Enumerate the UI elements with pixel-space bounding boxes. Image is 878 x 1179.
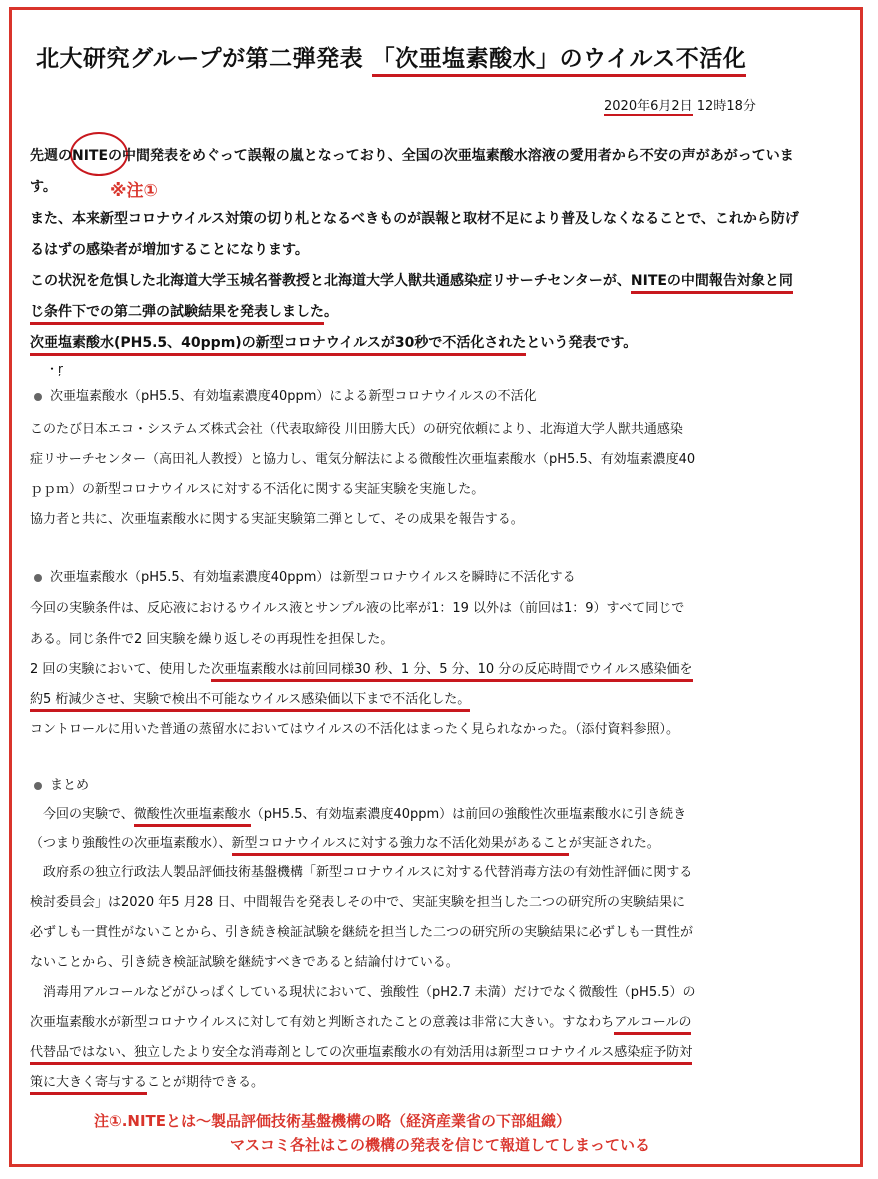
section3-line-2-b: が実証された。 xyxy=(568,836,660,851)
section3-line-1 xyxy=(30,803,686,822)
intro-line-3b-underlined: じ条件下での第二弾の試験結果を発表しました xyxy=(30,304,324,325)
section2-heading-text: 次亜塩素酸水（pH5.5、有効塩素濃度40ppm）は新型コロナウイルスを瞬時に不活化する xyxy=(50,570,576,585)
date-time: 12時18分 xyxy=(696,99,756,114)
section3-heading-text: まとめ xyxy=(50,778,90,793)
section3-line-9-underlined: 代替品ではない、独立したより安全な消毒剤としての次亜塩素酸水の有効活用は新型コロナウイルス感染症予防対 xyxy=(30,1045,692,1065)
section3-line-8-underlined: アルコールの xyxy=(614,1015,691,1035)
section3-line-6: ないことから、引き続き検証試験を継続すべきであると結論付けている。 xyxy=(30,955,459,970)
page-title xyxy=(36,40,746,73)
section3-line-1-b: （pH5.5、有効塩素濃度40ppm）は前回の強酸性次亜塩素酸水に引き続き xyxy=(250,807,687,822)
title-main: 北大研究グループが第二弾発表 xyxy=(36,46,372,72)
title-highlight: 「次亜塩素酸水」のウイルス不活化 xyxy=(372,46,747,77)
section1-line-3: ｐｐｍ）の新型コロナウイルスに対する不活化に関する実証実験を実施した。 xyxy=(30,482,485,497)
publish-date xyxy=(604,95,756,114)
section2-heading xyxy=(34,566,576,585)
section2-line-3 xyxy=(30,658,693,677)
bullet-icon xyxy=(34,393,42,401)
section2-line-3-underlined: 次亜塩素酸水は前回同様30 秒、1 分、5 分、10 分の反応時間でウイルス感染価を xyxy=(211,662,692,682)
section3-line-10-underlined: 策に大きく寄与する xyxy=(30,1075,147,1095)
section3-line-2-underlined: 新型コロナウイルスに対する強力な不活化効果があること xyxy=(232,836,569,856)
section2-line-2: ある。同じ条件で2 回実験を繰り返しその再現性を担保した。 xyxy=(30,632,394,647)
intro-line-3b-plain: 。 xyxy=(324,304,338,320)
section3-line-2 xyxy=(30,832,660,851)
intro-line-4 xyxy=(30,332,637,352)
bullet-icon xyxy=(34,782,42,790)
intro-line-3-plain: この状況を危惧した北海道大学玉城名誉教授と北海道大学人獣共通感染症リサーチセンターが、 xyxy=(30,273,631,289)
intro-line-4-plain: という発表です。 xyxy=(526,335,638,351)
section3-line-10-plain: ことが期待できる。 xyxy=(147,1075,265,1090)
intro-line-3-underlined: NITEの中間報告対象と同 xyxy=(631,273,793,294)
intro-line-3b xyxy=(30,301,338,321)
section2-line-4 xyxy=(30,688,470,707)
stray-mark: ・ŗ xyxy=(46,362,63,376)
section1-line-2: 症リサーチセンター（高田礼人教授）と協力し、電気分解法による微酸性次亜塩素酸水（pH5.5、有効塩素濃度40 xyxy=(30,452,696,467)
section1-line-1: このたび日本エコ・システムズ株式会社（代表取締役 川田勝大氏）の研究依頼により、北海道大学人獣共通感染 xyxy=(30,422,683,437)
section1-heading-text: 次亜塩素酸水（pH5.5、有効塩素濃度40ppm）による新型コロナウイルスの不活化 xyxy=(50,389,537,404)
section3-line-4: 検討委員会」は2020 年5 月28 日、中間報告を発表しその中で、実証実験を担当した二つの研究所の実験結果に xyxy=(30,895,686,910)
section3-line-8 xyxy=(30,1011,691,1030)
intro-line-2: また、本来新型コロナウイルス対策の切り札となるべきものが誤報と取材不足により普及しなくなることで、これから防げ xyxy=(30,211,799,227)
intro-line-1b: す。 xyxy=(30,179,57,195)
section3-line-2-a: （つまり強酸性の次亜塩素酸水）、 xyxy=(30,836,232,851)
section2-line-4-underlined: 約5 桁減少させ、実験で検出不可能なウイルス感染価以下まで不活化した。 xyxy=(30,692,470,712)
intro-line-3 xyxy=(30,270,793,290)
date-day: 2020年6月2日 xyxy=(604,99,693,114)
section2-line-3-plain: 2 回の実験において、使用した xyxy=(30,662,212,677)
section3-line-5: 必ずしも一貫性がないことから、引き続き検証試験を継続を担当した二つの研究所の実験結果に必ずしも一貫性が xyxy=(30,925,694,940)
section3-line-10 xyxy=(30,1071,264,1090)
section3-heading xyxy=(34,774,89,793)
note-marker: ※注① xyxy=(110,181,158,201)
footer-note-2: マスコミ各社はこの機構の発表を信じて報道してしまっている xyxy=(230,1136,651,1154)
section1-heading xyxy=(34,385,537,404)
section2-line-5: コントロールに用いた普通の蒸留水においてはウイルスの不活化はまったく見られなかった。（添付資料参照）。 xyxy=(30,722,679,737)
section3-line-1-a: 今回の実験で、 xyxy=(30,807,134,822)
section3-line-9 xyxy=(30,1041,692,1060)
section3-line-8-plain: 次亜塩素酸水が新型コロナウイルスに対して有効と判断されたことの意義は非常に大きい。すなわち xyxy=(30,1015,615,1030)
footer-note-1: 注①.NITEとは～製品評価技術基盤機構の略（経済産業省の下部組織） xyxy=(94,1112,572,1130)
section3-line-3: 政府系の独立行政法人製品評価技術基盤機構「新型コロナウイルスに対する代替消毒方法の有効性評価に関する xyxy=(30,865,693,880)
intro-line-4-underlined: 次亜塩素酸水(PH5.5、40ppm)の新型コロナウイルスが30秒で不活化された xyxy=(30,335,526,356)
intro-line-2b: るはずの感染者が増加することになります。 xyxy=(30,242,309,258)
bullet-icon xyxy=(34,574,42,582)
section3-line-1-underlined: 微酸性次亜塩素酸水 xyxy=(134,807,251,827)
section1-line-4: 協力者と共に、次亜塩素酸水に関する実証実験第二弾として、その成果を報告する。 xyxy=(30,512,524,527)
section3-line-7: 消毒用アルコールなどがひっぱくしている現状において、強酸性（pH2.7 未満）だけでなく微酸性（pH5.5）の xyxy=(30,985,696,1000)
section2-line-1: 今回の実験条件は、反応液におけるウイルス液とサンプル液の比率が1：19 以外は（前回は1：9）すべて同じで xyxy=(30,601,685,616)
intro-line-1: 先週のNITEの中間発表をめぐって誤報の嵐となっており、全国の次亜塩素酸水溶液の愛用者から不安の声があがっていま xyxy=(30,148,794,164)
